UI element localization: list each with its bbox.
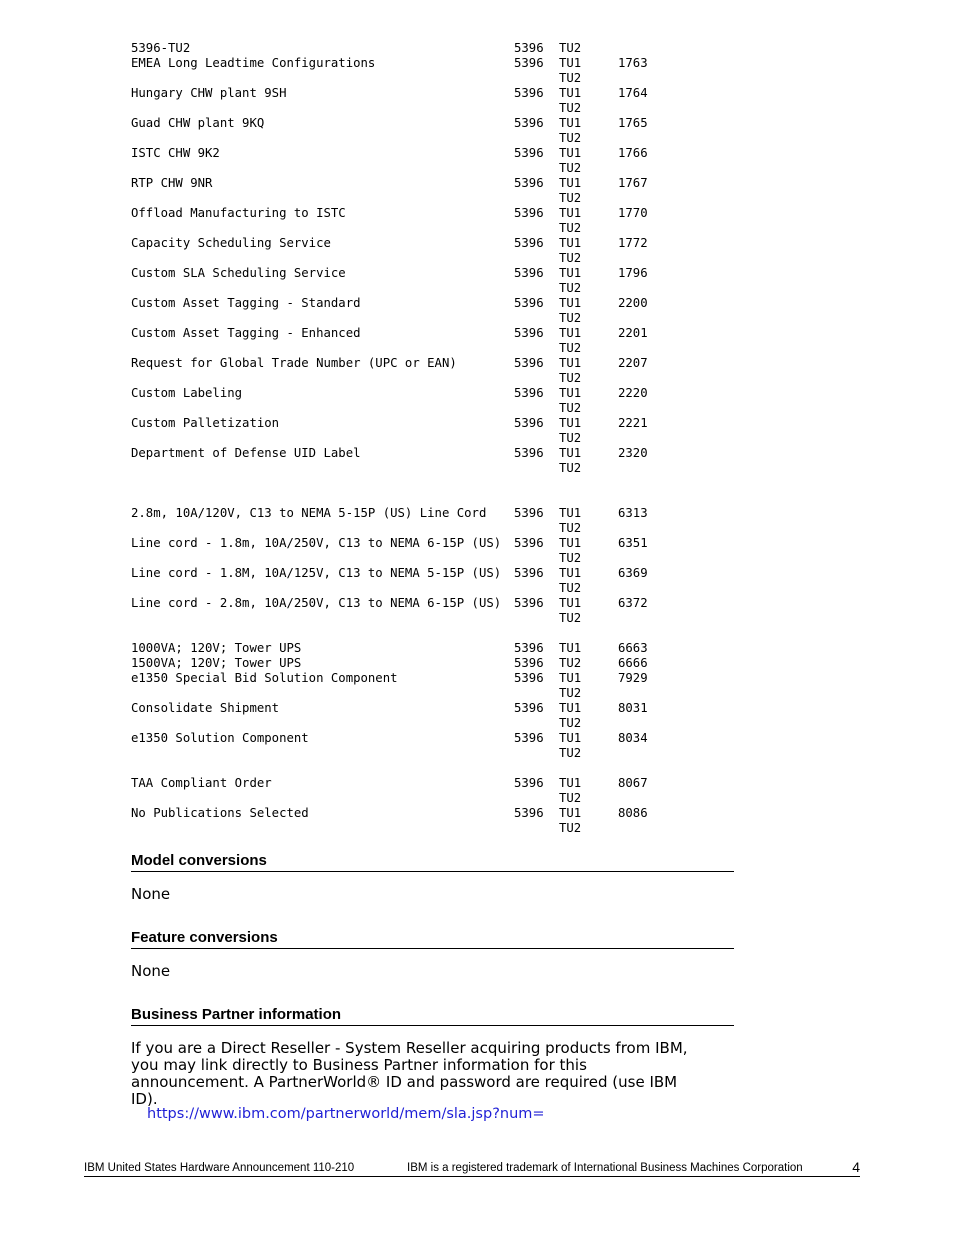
model-code: TU2: [559, 131, 582, 145]
footer-trademark: IBM is a registered trademark of International Business Machines Corporation: [407, 1162, 803, 1174]
feature-code: 1770: [618, 206, 648, 220]
model-code: TU1: [559, 206, 582, 220]
feature-row: [131, 806, 751, 821]
feature-code: 1765: [618, 116, 648, 130]
model-code: TU1: [559, 566, 582, 580]
machine-type: 5396: [514, 356, 544, 370]
feature-row: [131, 566, 751, 581]
machine-type: 5396: [514, 146, 544, 160]
model-code: TU2: [559, 401, 582, 415]
feature-row: [131, 86, 751, 101]
feature-code: 6369: [618, 566, 648, 580]
machine-type: 5396: [514, 236, 544, 250]
model-code: TU1: [559, 416, 582, 430]
model-code: TU2: [559, 101, 582, 115]
model-code: TU1: [559, 701, 582, 715]
model-code: TU2: [559, 716, 582, 730]
model-code: TU2: [559, 281, 582, 295]
feature-row: [131, 41, 751, 56]
feature-row: [131, 266, 751, 281]
feature-description: Guad CHW plant 9KQ: [131, 116, 265, 130]
feature-description: Capacity Scheduling Service: [131, 236, 331, 250]
feature-description: Custom SLA Scheduling Service: [131, 266, 346, 280]
business-partner-heading: Business Partner information: [131, 1006, 734, 1026]
feature-code: 1763: [618, 56, 648, 70]
model-code: TU1: [559, 116, 582, 130]
model-code: TU1: [559, 356, 582, 370]
feature-code: 6666: [618, 656, 648, 670]
machine-type: 5396: [514, 641, 544, 655]
feature-row: [131, 521, 751, 536]
machine-type: 5396: [514, 386, 544, 400]
feature-code: 2200: [618, 296, 648, 310]
feature-row: [131, 506, 751, 521]
row-spacer: [131, 761, 751, 776]
machine-type: 5396: [514, 536, 544, 550]
feature-row: [131, 251, 751, 266]
feature-code: 1772: [618, 236, 648, 250]
model-code: TU1: [559, 506, 582, 520]
machine-type: 5396: [514, 206, 544, 220]
feature-row: [131, 326, 751, 341]
feature-code: 6351: [618, 536, 648, 550]
feature-code: 8031: [618, 701, 648, 715]
feature-row: [131, 701, 751, 716]
model-code: TU2: [559, 656, 582, 670]
machine-type: 5396: [514, 116, 544, 130]
feature-description: e1350 Solution Component: [131, 731, 309, 745]
feature-row: [131, 206, 751, 221]
model-code: TU1: [559, 386, 582, 400]
feature-description: Department of Defense UID Label: [131, 446, 361, 460]
machine-type: 5396: [514, 596, 544, 610]
feature-row: [131, 416, 751, 431]
feature-description: 1500VA; 120V; Tower UPS: [131, 656, 302, 670]
feature-row: [131, 146, 751, 161]
model-code: TU1: [559, 806, 582, 820]
feature-row: [131, 356, 751, 371]
model-code: TU2: [559, 191, 582, 205]
row-spacer: [131, 626, 751, 641]
model-code: TU1: [559, 671, 582, 685]
feature-row: [131, 176, 751, 191]
model-code: TU2: [559, 611, 582, 625]
feature-row: [131, 536, 751, 551]
feature-row: [131, 611, 751, 626]
feature-row: [131, 191, 751, 206]
model-code: TU1: [559, 641, 582, 655]
model-code: TU2: [559, 41, 582, 55]
machine-type: 5396: [514, 671, 544, 685]
feature-code: 6372: [618, 596, 648, 610]
machine-type: 5396: [514, 326, 544, 340]
row-spacer: [131, 476, 751, 506]
model-code: TU1: [559, 86, 582, 100]
machine-type: 5396: [514, 86, 544, 100]
feature-row: [131, 446, 751, 461]
model-code: TU2: [559, 251, 582, 265]
model-code: TU1: [559, 596, 582, 610]
feature-code: 2221: [618, 416, 648, 430]
model-code: TU1: [559, 176, 582, 190]
model-code: TU2: [559, 821, 582, 835]
machine-type: 5396: [514, 566, 544, 580]
model-code: TU1: [559, 446, 582, 460]
machine-type: 5396: [514, 731, 544, 745]
feature-code: 1766: [618, 146, 648, 160]
machine-type: 5396: [514, 416, 544, 430]
model-conversions-body: None: [131, 885, 171, 903]
feature-row: [131, 551, 751, 566]
feature-row: [131, 461, 751, 476]
feature-description: Line cord - 1.8m, 10A/250V, C13 to NEMA 6-15P (US): [131, 536, 502, 550]
feature-row: [131, 386, 751, 401]
feature-row: [131, 296, 751, 311]
feature-table: [131, 41, 751, 836]
feature-row: [131, 71, 751, 86]
feature-description: Custom Asset Tagging - Enhanced: [131, 326, 361, 340]
feature-row: [131, 131, 751, 146]
model-code: TU1: [559, 326, 582, 340]
feature-code: 1764: [618, 86, 648, 100]
feature-conversions-section: [131, 929, 734, 980]
feature-code: 6663: [618, 641, 648, 655]
model-conversions-section: [131, 852, 734, 903]
model-code: TU2: [559, 686, 582, 700]
feature-description: e1350 Special Bid Solution Component: [131, 671, 398, 685]
model-code: TU2: [559, 71, 582, 85]
machine-type: 5396: [514, 506, 544, 520]
feature-code: 8067: [618, 776, 648, 790]
machine-type: 5396: [514, 41, 544, 55]
model-code: TU1: [559, 56, 582, 70]
feature-description: RTP CHW 9NR: [131, 176, 213, 190]
machine-type: 5396: [514, 266, 544, 280]
feature-code: 6313: [618, 506, 648, 520]
feature-row: [131, 671, 751, 686]
feature-code: 7929: [618, 671, 648, 685]
feature-row: [131, 116, 751, 131]
machine-type: 5396: [514, 296, 544, 310]
feature-row: [131, 716, 751, 731]
model-code: TU2: [559, 431, 582, 445]
feature-description: Custom Labeling: [131, 386, 243, 400]
feature-description: TAA Compliant Order: [131, 776, 272, 790]
feature-row: [131, 101, 751, 116]
feature-code: 1767: [618, 176, 648, 190]
feature-description: Custom Asset Tagging - Standard: [131, 296, 361, 310]
feature-row: [131, 746, 751, 761]
partnerworld-link[interactable]: https://www.ibm.com/partnerworld/mem/sla.jsp?num=: [147, 1106, 545, 1122]
feature-description: Consolidate Shipment: [131, 701, 280, 715]
machine-type: 5396: [514, 656, 544, 670]
machine-type: 5396: [514, 806, 544, 820]
feature-description: Line cord - 1.8M, 10A/125V, C13 to NEMA 5-15P (US): [131, 566, 502, 580]
machine-type: 5396: [514, 56, 544, 70]
page-number: 4: [852, 1159, 860, 1175]
model-code: TU1: [559, 536, 582, 550]
model-code: TU2: [559, 341, 582, 355]
feature-description: 2.8m, 10A/120V, C13 to NEMA 5-15P (US) Line Cord: [131, 506, 487, 520]
feature-code: 8086: [618, 806, 648, 820]
feature-row: [131, 656, 751, 671]
feature-row: [131, 236, 751, 251]
business-partner-body: If you are a Direct Reseller - System Reseller acquiring products from IBM, you may link directly to Business Partner information for this announcement. A PartnerWorld® ID and password are required (use IBM ID).: [131, 1039, 688, 1108]
model-code: TU2: [559, 791, 582, 805]
feature-description: ISTC CHW 9K2: [131, 146, 220, 160]
machine-type: 5396: [514, 776, 544, 790]
model-code: TU1: [559, 296, 582, 310]
machine-type: 5396: [514, 701, 544, 715]
feature-row: [131, 401, 751, 416]
model-code: TU2: [559, 746, 582, 760]
model-code: TU1: [559, 266, 582, 280]
feature-row: [131, 161, 751, 176]
feature-row: [131, 776, 751, 791]
feature-description: Line cord - 2.8m, 10A/250V, C13 to NEMA 6-15P (US): [131, 596, 502, 610]
feature-description: No Publications Selected: [131, 806, 309, 820]
feature-code: 2220: [618, 386, 648, 400]
model-code: TU2: [559, 221, 582, 235]
feature-row: [131, 311, 751, 326]
model-code: TU2: [559, 311, 582, 325]
feature-row: [131, 431, 751, 446]
model-code: TU1: [559, 146, 582, 160]
feature-row: [131, 791, 751, 806]
feature-row: [131, 371, 751, 386]
machine-type: 5396: [514, 176, 544, 190]
feature-code: 2320: [618, 446, 648, 460]
feature-description: Request for Global Trade Number (UPC or EAN): [131, 356, 457, 370]
model-code: TU1: [559, 776, 582, 790]
feature-row: [131, 731, 751, 746]
feature-row: [131, 281, 751, 296]
feature-code: 1796: [618, 266, 648, 280]
feature-row: [131, 221, 751, 236]
feature-row: [131, 686, 751, 701]
machine-type: 5396: [514, 446, 544, 460]
model-code: TU2: [559, 461, 582, 475]
model-code: TU2: [559, 521, 582, 535]
footer-announcement: IBM United States Hardware Announcement 110-210: [84, 1162, 355, 1174]
feature-row: [131, 596, 751, 611]
model-code: TU2: [559, 371, 582, 385]
feature-row: [131, 56, 751, 71]
feature-code: 8034: [618, 731, 648, 745]
model-code: TU2: [559, 551, 582, 565]
feature-description: Custom Palletization: [131, 416, 280, 430]
model-code: TU2: [559, 581, 582, 595]
model-code: TU1: [559, 236, 582, 250]
feature-conversions-heading: Feature conversions: [131, 929, 734, 949]
feature-conversions-body: None: [131, 962, 171, 980]
feature-row: [131, 641, 751, 656]
feature-code: 2201: [618, 326, 648, 340]
model-conversions-heading: Model conversions: [131, 852, 734, 872]
model-code: TU2: [559, 161, 582, 175]
model-code: TU1: [559, 731, 582, 745]
feature-row: [131, 821, 751, 836]
business-partner-section: [131, 1006, 734, 1108]
feature-description: 1000VA; 120V; Tower UPS: [131, 641, 302, 655]
feature-description: Offload Manufacturing to ISTC: [131, 206, 346, 220]
feature-description: Hungary CHW plant 9SH: [131, 86, 287, 100]
page-footer: [84, 1160, 860, 1177]
feature-code: 2207: [618, 356, 648, 370]
feature-description: 5396-TU2: [131, 41, 191, 55]
feature-description: EMEA Long Leadtime Configurations: [131, 56, 376, 70]
feature-row: [131, 581, 751, 596]
feature-row: [131, 341, 751, 356]
